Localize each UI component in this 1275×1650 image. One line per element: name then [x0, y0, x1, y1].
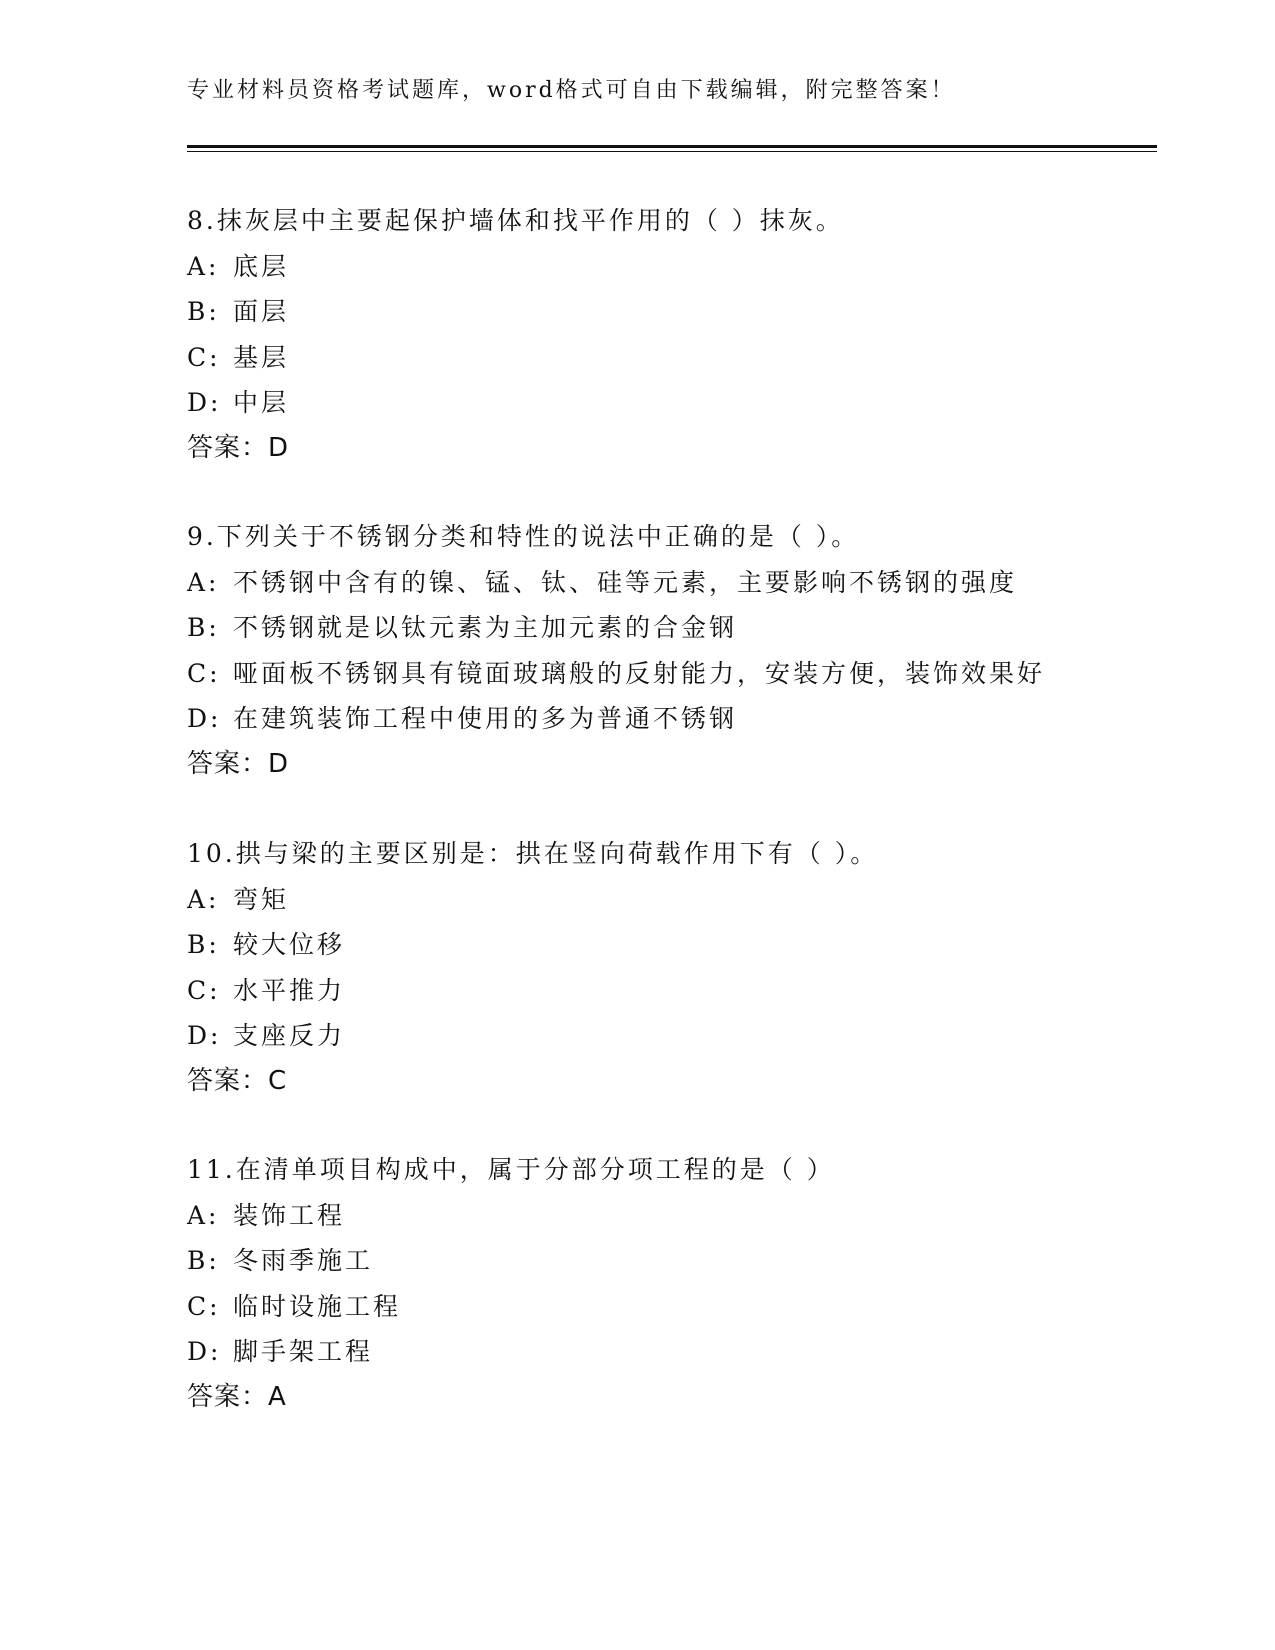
- option-text: 支座反力: [233, 1021, 346, 1051]
- option-letter: C:: [187, 1291, 221, 1321]
- question-block-10: [187, 831, 1187, 1105]
- question-block-9: [187, 514, 1187, 788]
- option-letter: D:: [187, 704, 222, 734]
- option-letter: B:: [187, 1246, 220, 1276]
- question-stem: 8.抹灰层中主要起保护墙体和找平作用的（ ）抹灰。: [187, 206, 844, 235]
- question-stem: 11.在清单项目构成中，属于分部分项工程的是（ ）: [187, 1155, 835, 1184]
- option-letter: C:: [187, 658, 221, 688]
- option-letter: C:: [187, 975, 221, 1005]
- answer-line: 答案：D: [187, 748, 290, 779]
- option-text: 哑面板不锈钢具有镜面玻璃般的反射能力，安装方便，装饰效果好: [233, 658, 1046, 688]
- option-letter: D:: [187, 1337, 222, 1367]
- option-text: 底层: [233, 251, 290, 281]
- answer-line: 答案：C: [187, 1065, 288, 1096]
- option-text: 装饰工程: [233, 1200, 346, 1230]
- header-divider-thick: [187, 145, 1157, 148]
- option-text: 不锈钢中含有的镍、锰、钛、硅等元素，主要影响不锈钢的强度: [233, 567, 1018, 597]
- page-header: 专业材料员资格考试题库，word格式可自由下载编辑，附完整答案！: [187, 78, 956, 103]
- question-block-11: [187, 1147, 1187, 1421]
- option-text: 脚手架工程: [233, 1337, 374, 1367]
- option-c: [187, 1284, 1187, 1330]
- option-d: [187, 1013, 1187, 1059]
- option-text: 中层: [233, 388, 290, 418]
- answer-line: 答案：D: [187, 432, 290, 463]
- option-text: 临时设施工程: [233, 1291, 402, 1321]
- option-text: 面层: [233, 297, 290, 327]
- option-a: [187, 560, 1187, 606]
- option-letter: B:: [187, 930, 220, 960]
- option-letter: D:: [187, 388, 222, 418]
- option-c: [187, 651, 1187, 697]
- option-a: [187, 1193, 1187, 1239]
- option-letter: A:: [187, 251, 220, 281]
- option-b: [187, 922, 1187, 968]
- question-stem: 9.下列关于不锈钢分类和特性的说法中正确的是（ ）。: [187, 522, 860, 551]
- option-text: 较大位移: [233, 930, 346, 960]
- option-letter: B:: [187, 297, 220, 327]
- header-divider-thin: [187, 151, 1157, 152]
- option-d: [187, 380, 1187, 426]
- option-a: [187, 244, 1187, 290]
- question-stem: 10.拱与梁的主要区别是：拱在竖向荷载作用下有（ ）。: [187, 839, 879, 868]
- option-letter: C:: [187, 342, 221, 372]
- option-text: 在建筑装饰工程中使用的多为普通不锈钢: [233, 704, 738, 734]
- option-letter: A:: [187, 1200, 220, 1230]
- option-b: [187, 289, 1187, 335]
- answer-line: 答案：A: [187, 1381, 287, 1412]
- option-c: [187, 968, 1187, 1014]
- option-letter: D:: [187, 1021, 222, 1051]
- option-text: 水平推力: [233, 975, 346, 1005]
- option-c: [187, 335, 1187, 381]
- option-d: [187, 696, 1187, 742]
- option-letter: B:: [187, 613, 220, 643]
- option-a: [187, 877, 1187, 923]
- option-text: 冬雨季施工: [233, 1246, 374, 1276]
- option-letter: A:: [187, 884, 220, 914]
- question-block-8: [187, 198, 1187, 472]
- option-text: 不锈钢就是以钛元素为主加元素的合金钢: [233, 613, 738, 643]
- option-b: [187, 605, 1187, 651]
- option-text: 基层: [233, 342, 290, 372]
- option-d: [187, 1329, 1187, 1375]
- option-letter: A:: [187, 567, 220, 597]
- option-text: 弯矩: [233, 884, 290, 914]
- option-b: [187, 1238, 1187, 1284]
